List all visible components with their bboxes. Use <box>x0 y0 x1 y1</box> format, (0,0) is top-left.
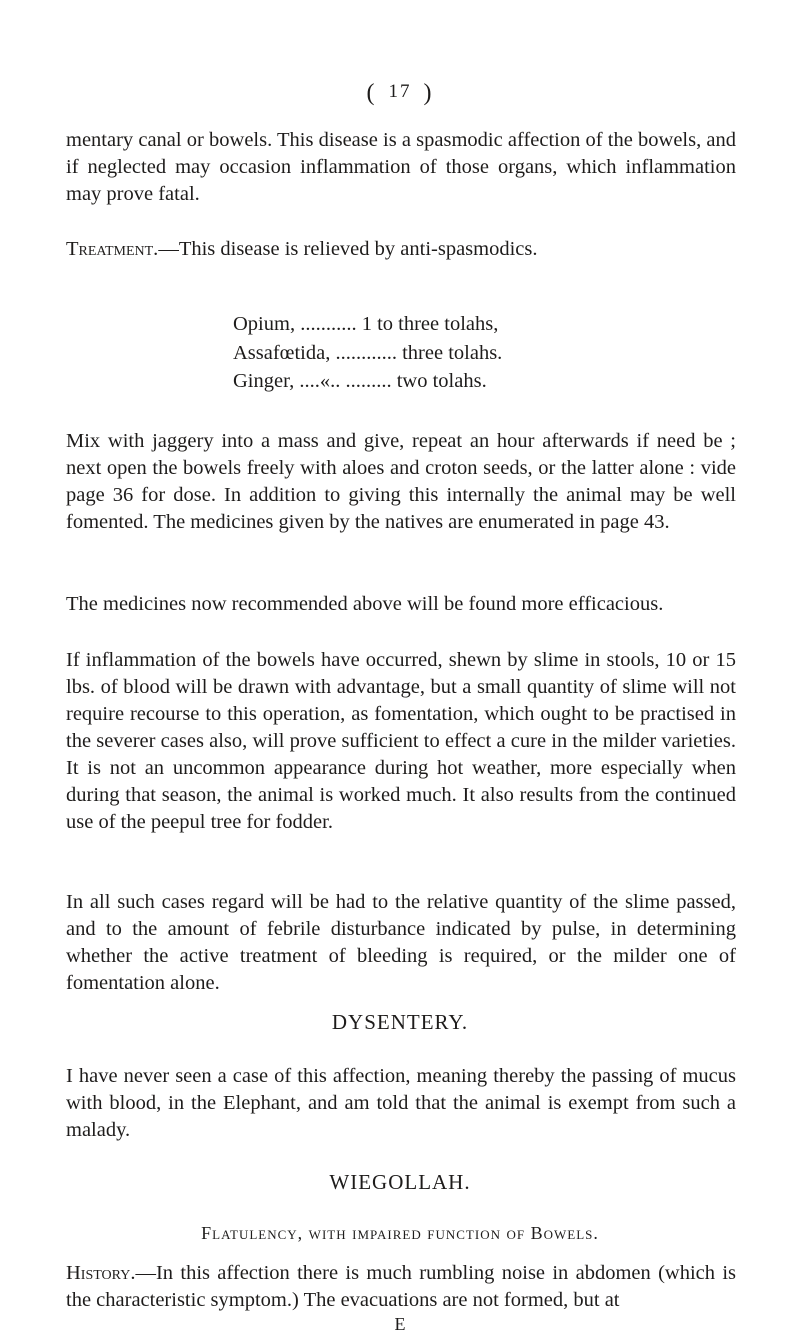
section-subheading-flatulency: Flatulency, with impaired function of Bowels. <box>201 1223 599 1243</box>
section-heading-wiegollah: WIEGOLLAH. <box>329 1170 471 1194</box>
paragraph-medicines: The medicines now recommended above will be found more efficacious. <box>66 593 664 615</box>
header-open-paren: ( <box>366 80 377 106</box>
drug-dose: 1 to three tolahs, <box>356 313 499 335</box>
leader-dots: ........... <box>300 313 357 335</box>
prescription-row <box>233 339 502 368</box>
paragraph-mix: Mix with jaggery into a mass and give, repeat an hour afterwards if need be ; next open the bowels freely with aloes and croton seeds, or the latter alone : vide page 36 for dose. In addition to giving this internally the animal may be well fomented. The medicines given by the natives are enumerated in page 43. <box>66 430 736 533</box>
header-close-paren: ) <box>423 80 434 106</box>
paragraph-treatment <box>66 236 736 263</box>
history-text: —In this affection there is much rumbling noise in abdomen (which is the characteristic symptom.) The evacuations are not formed, but at <box>66 1262 736 1311</box>
paragraph-inflammation: If inflammation of the bowels have occurred, shewn by slime in stools, 10 or 15 lbs. of blood will be drawn with advantage, but a small quantity of slime will not require recourse to this operation, as fomentation, which ought to be practised in the severer cases also, will prove sufficient to effect a cure in the milder varieties. It is not an uncommon appearance during hot weather, more especially when during that season, the animal is worked much. It also results from the continued use of the peepul tree for fodder. <box>66 649 736 833</box>
paragraph-cases: In all such cases regard will be had to the relative quantity of the slime passed, and to the amount of febrile disturbance indicated by pulse, in determining whether the active treatment of bleeding is required, or the milder one of fomentation alone. <box>66 891 736 994</box>
paragraph-dysentery: I have never seen a case of this affection, meaning thereby the passing of mucus with blood, in the Elephant, and am told that the animal is exempt from such a malady. <box>66 1065 736 1141</box>
paragraph-continuation: mentary canal or bowels. This disease is a spasmodic affection of the bowels, and if neglected may occasion inflammation of those organs, which inflammation may prove fatal. <box>66 129 736 205</box>
drug-name: Ginger, <box>233 370 300 392</box>
section-heading-dysentery: DYSENTERY. <box>331 1010 469 1034</box>
signature-mark: E <box>394 1314 406 1334</box>
prescription-list <box>233 310 502 396</box>
treatment-text: —This disease is relieved by anti-spasmodics. <box>158 238 538 260</box>
paragraph-history <box>66 1260 736 1314</box>
drug-dose: three tolahs. <box>396 341 503 364</box>
drug-name: Assafœtida, <box>233 341 336 364</box>
treatment-label: Treatment. <box>66 238 159 260</box>
leader-dots: ............ <box>335 341 397 364</box>
page-number: 17 <box>388 81 412 102</box>
leader-dots: ....«.. ......... <box>299 370 392 392</box>
prescription-row <box>233 367 502 396</box>
history-label: History. <box>66 1262 136 1284</box>
prescription-row <box>233 310 502 339</box>
drug-dose: two tolahs. <box>391 370 487 392</box>
drug-name: Opium, <box>233 313 301 335</box>
page-header <box>0 80 800 107</box>
